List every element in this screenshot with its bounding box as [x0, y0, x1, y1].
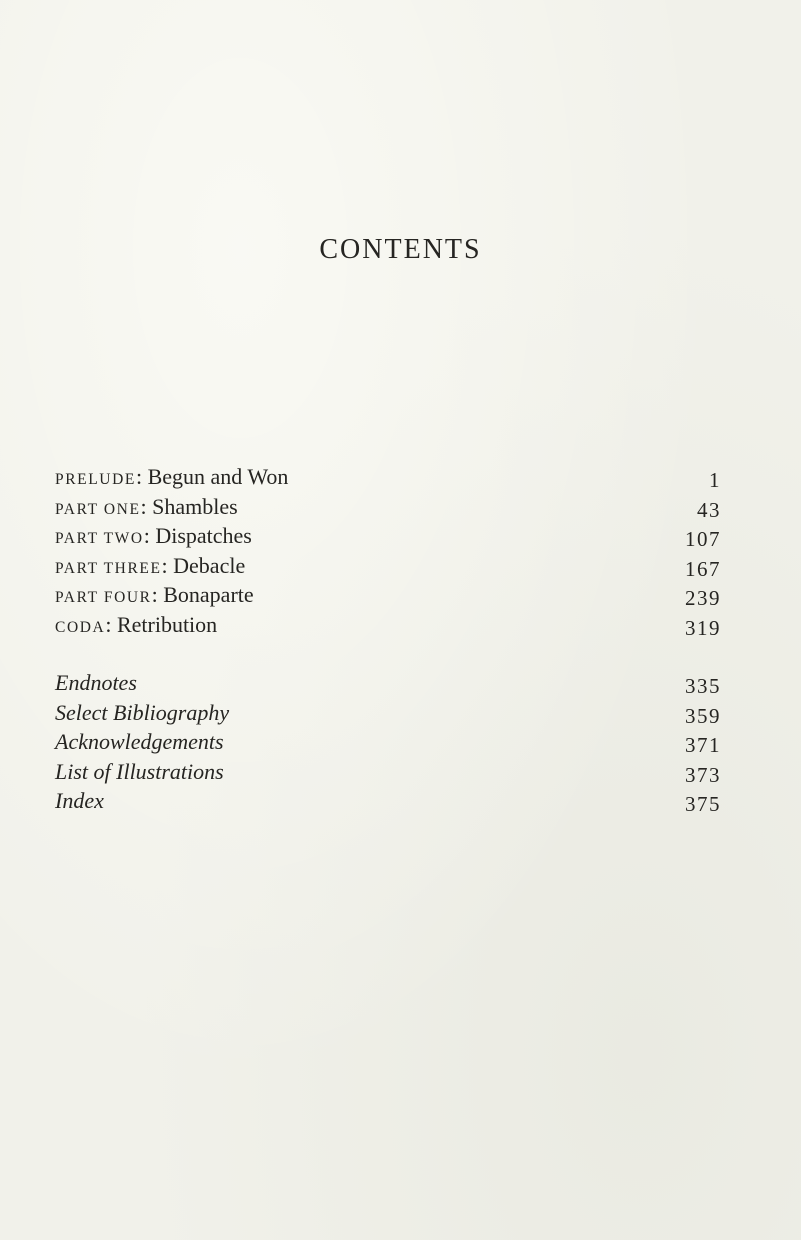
- toc-part-title: Dispatches: [155, 523, 252, 548]
- toc-part-label: PART ONE: [55, 500, 141, 518]
- page-title: CONTENTS: [319, 234, 482, 265]
- toc-back-matter-title: Index: [55, 788, 104, 813]
- toc-entry-title: PART TWO: Dispatches: [55, 523, 252, 548]
- toc-back-matter-title: Acknowledgements: [55, 729, 224, 754]
- toc-back-matter-title: Endnotes: [55, 670, 137, 695]
- toc-entry-part-four: [55, 580, 721, 610]
- toc-part-title: Retribution: [116, 611, 218, 637]
- toc-part-title: Shambles: [152, 493, 238, 519]
- toc-entry-prelude: [55, 462, 721, 492]
- toc-back-matter-title: List of Illustrations: [55, 758, 224, 784]
- toc-part-title: Debacle: [173, 552, 246, 578]
- toc-entry-title: CODA: Retribution: [55, 611, 218, 637]
- toc-page-number: 239: [685, 586, 721, 610]
- toc-entry-acknowledgements: [55, 727, 721, 757]
- toc-page-number: 373: [685, 762, 721, 787]
- toc-entry-part-three: [55, 551, 721, 581]
- toc-page-number: 375: [685, 792, 721, 816]
- toc-entry-title: PART FOUR: Bonaparte: [55, 582, 254, 607]
- toc-entry-part-one: [55, 492, 721, 522]
- toc-part-label: PART THREE: [55, 559, 162, 577]
- toc-entry-title: PRELUDE: Begun and Won: [55, 464, 289, 489]
- toc-page-number: 371: [685, 733, 721, 757]
- toc-entry-illustrations: [55, 757, 721, 787]
- toc-page-number: 167: [685, 556, 721, 581]
- toc-page-number: 43: [697, 497, 721, 522]
- toc-part-label: PRELUDE: [55, 471, 136, 488]
- toc-part-label: PART TWO: [55, 530, 144, 547]
- toc-part-label: PART FOUR: [55, 589, 152, 606]
- toc-entry-part-two: [55, 521, 721, 551]
- toc-entry-bibliography: [55, 698, 721, 728]
- toc-entry-title: PART THREE: Debacle: [55, 552, 246, 578]
- toc-entry-endnotes: [55, 668, 721, 698]
- toc-part-label: CODA: [55, 618, 106, 636]
- toc-entry-coda: [55, 610, 721, 640]
- toc-entry-index: [55, 786, 721, 816]
- toc-page-number: 1: [709, 468, 721, 492]
- toc-entry-title: PART ONE: Shambles: [55, 493, 238, 519]
- toc-page-number: 359: [685, 703, 721, 728]
- toc-part-title: Begun and Won: [147, 464, 289, 489]
- table-of-contents: [55, 462, 721, 816]
- toc-back-matter-title: Select Bibliography: [55, 699, 230, 725]
- section-spacer: [55, 639, 721, 668]
- toc-page-number: 319: [685, 615, 721, 640]
- toc-page-number: 335: [685, 674, 721, 698]
- toc-part-title: Bonaparte: [163, 582, 254, 607]
- toc-page-number: 107: [685, 527, 721, 551]
